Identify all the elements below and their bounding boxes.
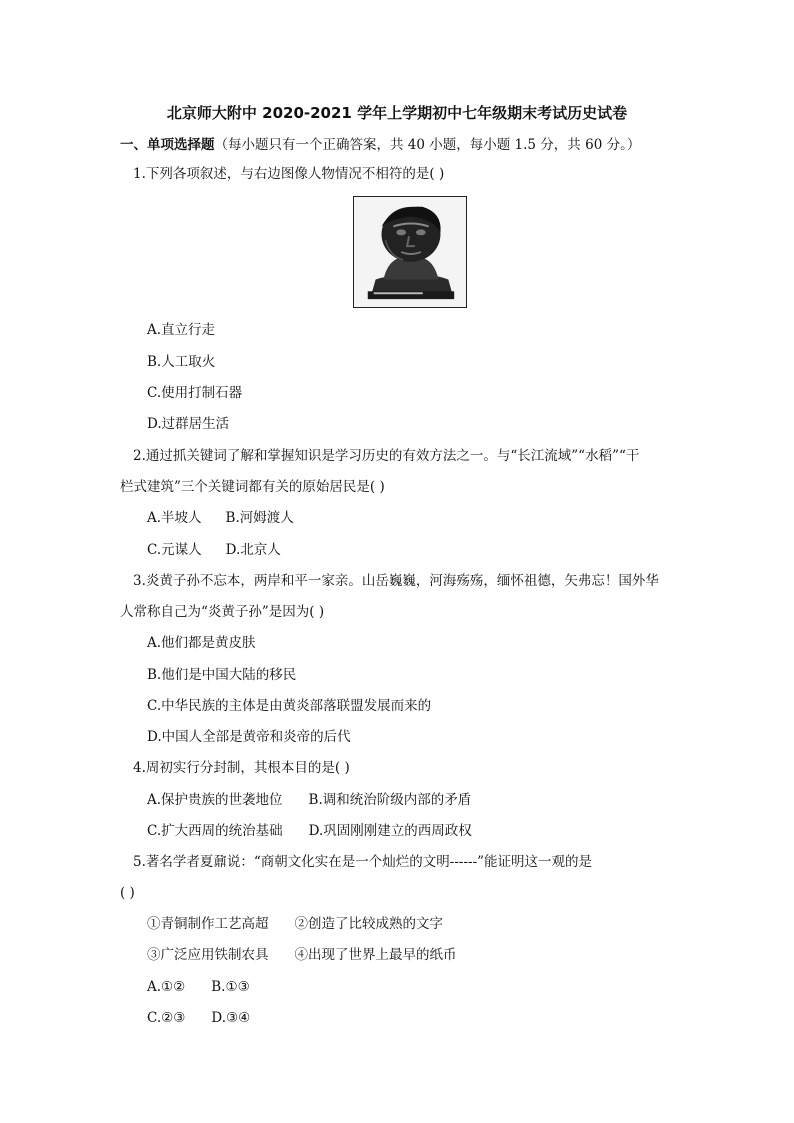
question-3-option-d[interactable]: D.中国人全部是黄帝和炎帝的后代	[147, 729, 351, 745]
section-header	[120, 133, 640, 153]
question-3-stem-line1: 3.炎黄子孙不忘本，两岸和平一家亲。山岳巍巍，河海殇殇，缅怀祖德，矢弗忘！国外华	[133, 573, 659, 589]
question-4-option-c[interactable]: C.扩大西周的统治基础	[147, 823, 283, 839]
section-heading: 一、单项选择题	[120, 137, 215, 153]
question-3-option-c[interactable]: C.中华民族的主体是由黄炎部落联盟发展而来的	[147, 698, 432, 714]
question-1-option-d[interactable]: D.过群居生活	[147, 416, 230, 432]
question-3-option-b[interactable]: B.他们是中国大陆的移民	[147, 667, 297, 683]
question-2-options-row2	[147, 540, 281, 560]
question-5-option-c[interactable]: C.②③	[147, 1010, 186, 1026]
question-2-stem-line2: 栏式建筑”三个关键词都有关的原始居民是( )	[120, 479, 385, 495]
question-5-items-row2	[147, 945, 457, 965]
question-2-options-row1	[147, 508, 294, 528]
question-4-option-d[interactable]: D.巩固刚刚建立的西周政权	[308, 823, 472, 839]
question-2-option-a[interactable]: A.半坡人	[147, 510, 202, 526]
question-4-option-b[interactable]: B.调和统治阶级内部的矛盾	[308, 792, 472, 808]
question-5-options-row1	[147, 977, 250, 997]
question-2-stem-line1: 2.通过抓关键词了解和掌握知识是学习历史的有效方法之一。与“长江流域”“水稻”“干	[133, 448, 640, 464]
question-5-option-b[interactable]: B.①③	[211, 979, 250, 995]
question-2-option-c[interactable]: C.元谋人	[147, 542, 202, 558]
question-1-option-b[interactable]: B.人工取火	[147, 354, 216, 370]
question-5-option-a[interactable]: A.①②	[147, 979, 186, 995]
question-5-stem-line1: 5.著名学者夏鼐说：“商朝文化实在是一个灿烂的文明------”能证明这一观的是	[133, 854, 593, 870]
question-2-option-b[interactable]: B.河姆渡人	[225, 510, 294, 526]
question-5-item-2: ②创造了比较成熟的文字	[294, 916, 443, 932]
question-4-options-row2	[147, 821, 472, 841]
question-5-item-1: ①青铜制作工艺高超	[147, 916, 269, 932]
question-2-option-d[interactable]: D.北京人	[225, 542, 281, 558]
question-1-figure	[353, 196, 467, 308]
question-1-option-a[interactable]: A.直立行走	[147, 322, 216, 338]
question-4-options-row1	[147, 790, 471, 810]
bust-icon	[354, 197, 466, 307]
question-3-stem-line2: 人常称自己为“炎黄子孙”是因为( )	[120, 604, 325, 620]
question-3-option-a[interactable]: A.他们都是黄皮肤	[147, 635, 256, 651]
page-title: 北京师大附中 2020-2021 学年上学期初中七年级期末考试历史试卷	[166, 104, 628, 122]
question-5-item-4: ④出现了世界上最早的纸币	[294, 947, 457, 963]
question-5-items-row1	[147, 914, 443, 934]
question-5-item-3: ③广泛应用铁制农具	[147, 947, 269, 963]
question-4-option-a[interactable]: A.保护贵族的世袭地位	[147, 792, 283, 808]
question-5-option-d[interactable]: D.③④	[211, 1010, 251, 1026]
question-1-option-c[interactable]: C.使用打制石器	[147, 385, 243, 401]
question-5-stem-line2: ( )	[120, 885, 135, 901]
question-5-options-row2	[147, 1008, 250, 1028]
question-1-stem: 1.下列各项叙述，与右边图像人物情况不相符的是( )	[133, 166, 445, 182]
section-note: （每小题只有一个正确答案，共 40 小题，每小题 1.5 分，共 60 分。）	[214, 137, 641, 153]
question-4-stem: 4.周初实行分封制，其根本目的是( )	[133, 760, 350, 776]
